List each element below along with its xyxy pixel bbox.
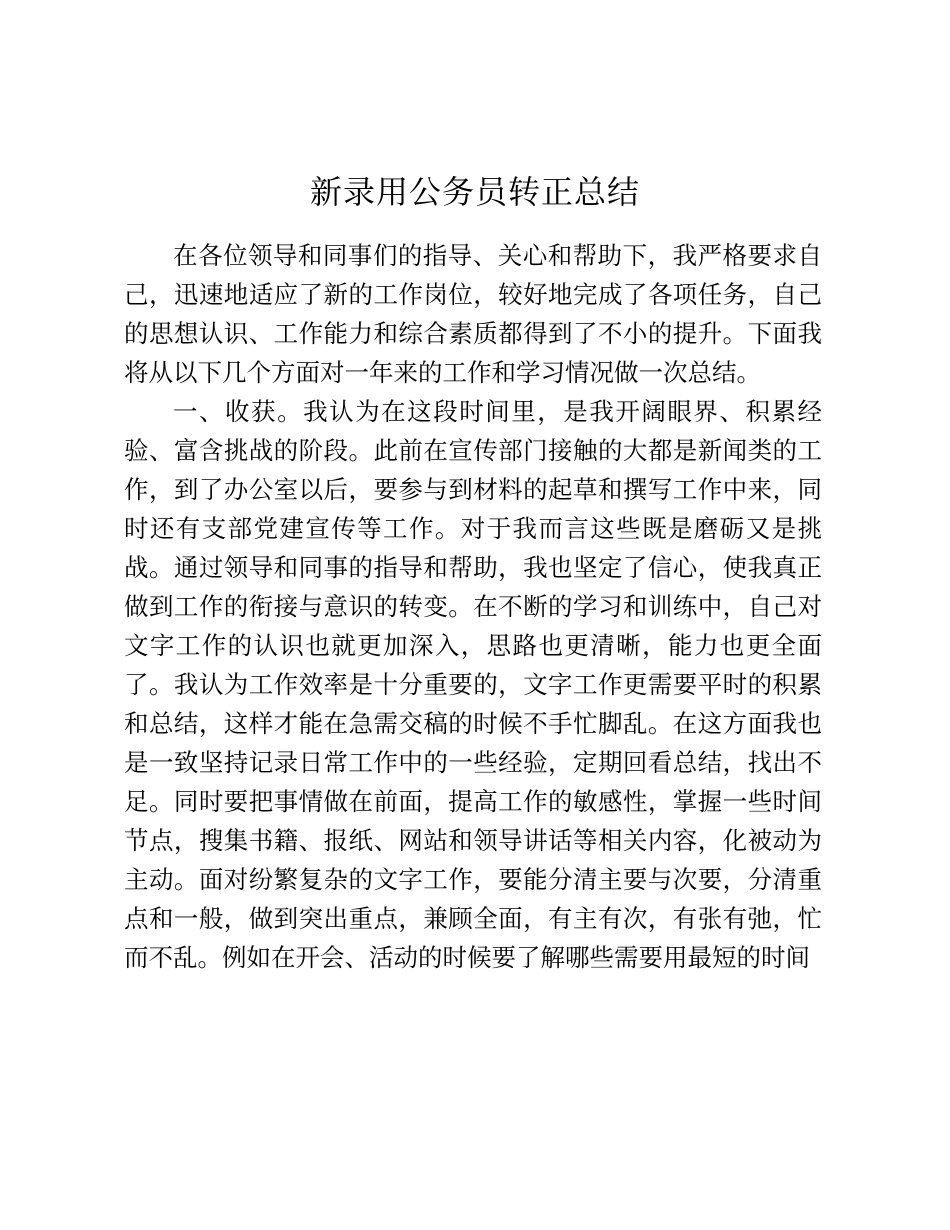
document-body — [124, 236, 822, 977]
paragraph-intro: 在各位领导和同事们的指导、关心和帮助下，我严格要求自己，迅速地适应了新的工作岗位，较好地完成了各项任务，自己的思想认识、工作能力和综合素质都得到了不小的提升。下面我将从以下几个方面对一年来的工作和学习情况做一次总结。 — [124, 241, 822, 387]
paragraph-gains: 一、收获。我认为在这段时间里，是我开阔眼界、积累经验、富含挑战的阶段。此前在宣传部门接触的大都是新闻类的工作，到了办公室以后，要参与到材料的起草和撰写工作中来，同时还有支部党建宣传等工作。对于我而言这些既是磨砺又是挑战。通过领导和同事的指导和帮助，我也坚定了信心，使我真正做到工作的衔接与意识的转变。在不断的学习和训练中，自己对文字工作的认识也就更加深入，思路也更清晰，能力也更全面了。我认为工作效率是十分重要的，文字工作更需要平时的积累和总结，这样才能在急需交稿的时候不手忙脚乱。在这方面我也是一致坚持记录日常工作中的一些经验，定期回看总结，找出不足。同时要把事情做在前面，提高工作的敏感性，掌握一些时间节点，搜集书籍、报纸、网站和领导讲话等相关内容，化被动为主动。面对纷繁复杂的文字工作，要能分清主要与次要，分清重点和一般，做到突出重点，兼顾全面，有主有次，有张有弛，忙而不乱。例如在开会、活动的时候要了解哪些需要用最短的时间 — [124, 397, 822, 972]
document-title: 新录用公务员转正总结 — [309, 173, 640, 211]
